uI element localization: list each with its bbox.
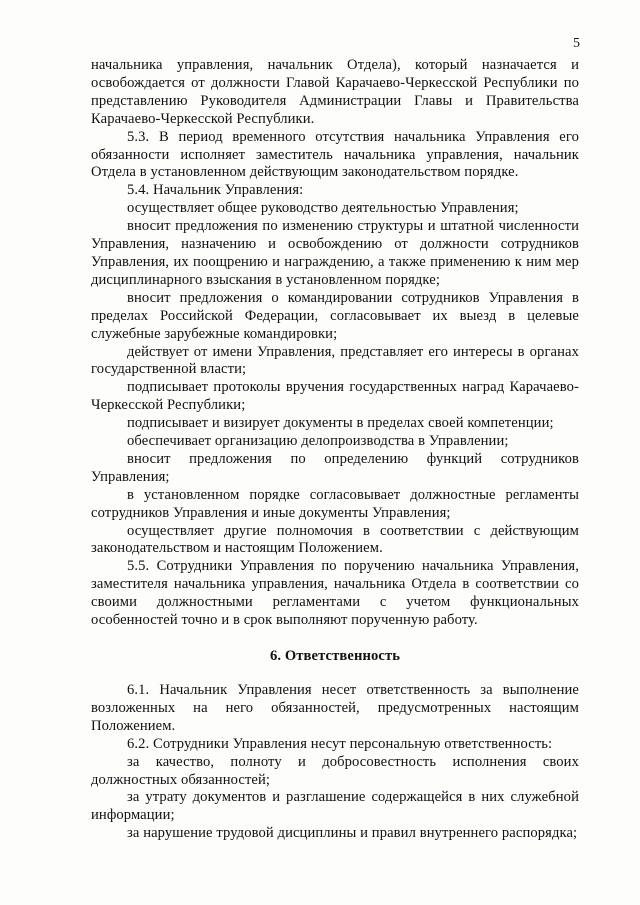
paragraph: обеспечивает организацию делопроизводства в Управлении; xyxy=(127,433,509,450)
paragraph: подписывает протоколы вручения государственных наград Карачаево-Черкесской Республики; xyxy=(91,379,579,414)
paragraph: 6.1. Начальник Управления несет ответственность за выполнение возложенных на него обязанностей, предусмотренных настоящим Положением. xyxy=(91,682,579,734)
paragraph: вносит предложения о командировании сотрудников Управления в пределах Российской Федерации, согласовывает их выезд в целевые служебные зарубежные командировки; xyxy=(91,289,579,342)
page-number: 5 xyxy=(573,36,580,51)
paragraph: начальника управления, начальник Отдела), который назначается и освобождается от должности Главой Карачаево-Черкесской Республики по представлению Руководителя Администрации Главы и Правительства Карачаево-Черкесской Республики. xyxy=(91,57,579,127)
document-body xyxy=(91,57,579,843)
paragraph: в установленном порядке согласовывает должностные регламенты сотрудников Управления и иные документы Управления; xyxy=(91,486,579,521)
paragraph: за качество, полноту и добросовестность исполнения своих должностных обязанностей; xyxy=(91,753,579,788)
paragraph: действует от имени Управления, представляет его интересы в органах государственной власти; xyxy=(91,343,579,378)
section-6-body xyxy=(91,682,579,843)
paragraph: осуществляет другие полномочия в соответствии с действующим законодательством и настоящим Положением. xyxy=(91,522,579,557)
paragraph: за утрату документов и разглашение содержащейся в них служебной информации; xyxy=(91,789,579,824)
paragraph: подписывает и визирует документы в пределах своей компетенции; xyxy=(127,415,554,432)
paragraph: осуществляет общее руководство деятельностью Управления; xyxy=(127,200,519,217)
paragraph: 5.3. В период временного отсутствия начальника Управления его обязанности исполняет заместитель начальника управления, начальник Отдела в установленном действующим законодательством порядке. xyxy=(91,128,579,181)
paragraph: вносит предложения по определению функций сотрудников Управления; xyxy=(91,450,579,485)
paragraph: за нарушение трудовой дисциплины и правил внутреннего распорядка; xyxy=(127,825,578,842)
section-5-continuation xyxy=(91,57,579,630)
paragraph: 6.2. Сотрудники Управления несут персональную ответственность: xyxy=(127,735,553,752)
paragraph: 5.5. Сотрудники Управления по поручению начальника Управления, заместителя начальника управления, начальника Отдела в соответствии со своими должностными регламентами с учетом функциональных особенностей точно и в срок выполняют порученную работу. xyxy=(91,558,579,629)
paragraph: 5.4. Начальник Управления: xyxy=(127,182,304,199)
section-heading: 6. Ответственность xyxy=(269,648,401,664)
paragraph: вносит предложения по изменению структуры и штатной численности Управления, назначению и освобождению от должности сотрудников Управления, их поощрению и награждению, а также применению к ним мер дисциплинарного взыскания в установленном порядке; xyxy=(91,218,579,288)
